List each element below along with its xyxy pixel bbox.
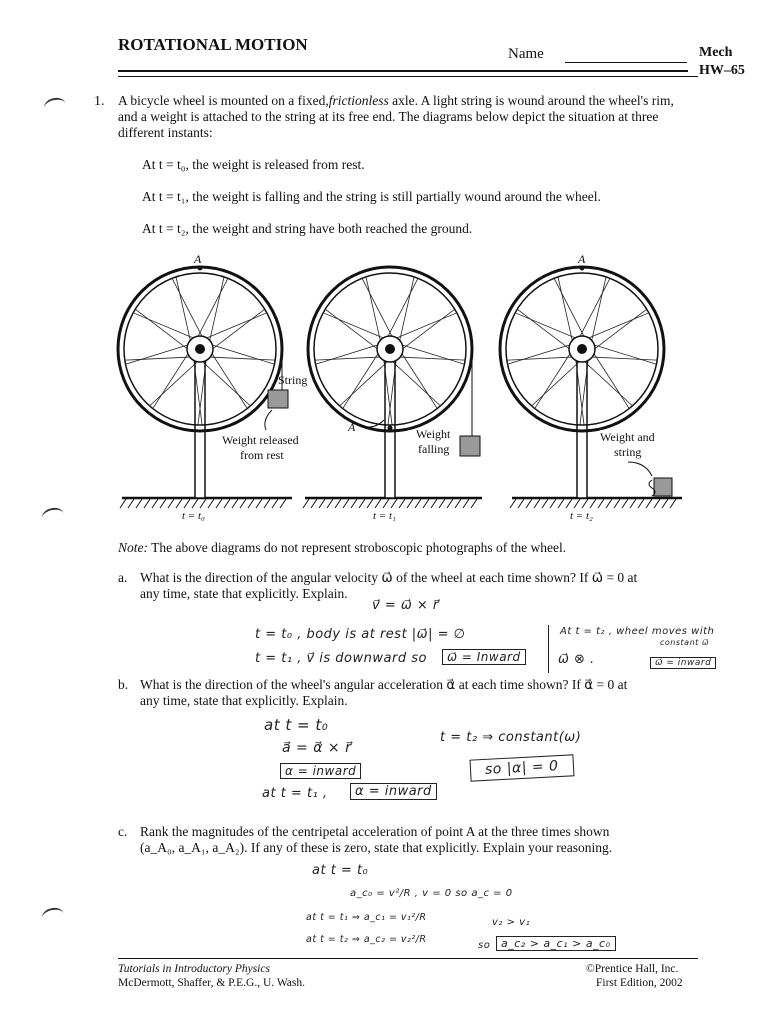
ground-hatch bbox=[630, 499, 636, 508]
footer-publisher: ©Prentice Hall, Inc. bbox=[586, 963, 679, 975]
ground-hatch bbox=[335, 499, 341, 508]
wheel-spoke bbox=[590, 309, 646, 352]
part-b-answer-box-2: α = inward bbox=[350, 783, 437, 800]
point-a-label-3: A bbox=[578, 252, 586, 266]
course-code: Mech bbox=[699, 45, 733, 60]
page-title: ROTATIONAL MOTION bbox=[118, 35, 308, 54]
part-b-answer-box-1: α = inward bbox=[280, 763, 361, 779]
wheel-spoke bbox=[202, 313, 267, 340]
wheel-spoke bbox=[515, 313, 580, 340]
ground-hatch bbox=[455, 499, 461, 508]
ground-hatch bbox=[423, 499, 429, 508]
string-label: String bbox=[278, 373, 308, 387]
ground-hatch bbox=[518, 499, 524, 508]
wheel-axle bbox=[195, 344, 205, 354]
ground-hatch bbox=[399, 499, 405, 508]
weight-block bbox=[460, 436, 480, 456]
ground-hatch bbox=[184, 499, 190, 508]
instant-2: At t = t₂, the weight and string have both reached the ground. bbox=[142, 221, 473, 236]
ground-hatch bbox=[136, 499, 142, 508]
part-b-letter: b. bbox=[118, 677, 129, 692]
part-c-answer-box: a_c₂ > a_c₁ > a_c₀ bbox=[496, 936, 616, 951]
ground-hatch bbox=[415, 499, 421, 508]
wheel-spoke bbox=[388, 358, 440, 406]
ground-label-2: string bbox=[614, 445, 642, 459]
ground-hatch bbox=[303, 499, 309, 508]
problem-number: 1. bbox=[94, 94, 105, 109]
weight-block bbox=[268, 390, 288, 408]
time-label-t2: t = t₂ bbox=[570, 510, 593, 522]
part-a-question: What is the direction of the angular velocity ω⃗ of the wheel at each time shown? If ω⃗ = 0 at bbox=[140, 570, 638, 585]
wheel-axle bbox=[385, 344, 395, 354]
wheel-spoke bbox=[340, 358, 392, 406]
ground-hatch bbox=[606, 499, 612, 508]
wheel-spoke bbox=[133, 313, 198, 340]
part-a-answer-t2-3: ω⃗ ⊗ . bbox=[558, 652, 595, 667]
part-c-letter: c. bbox=[118, 824, 128, 839]
falling-label: Weight bbox=[416, 427, 451, 441]
footer-authors: McDermott, Shaffer, & P.E.G., U. Wash. bbox=[118, 977, 305, 989]
part-a-answer-t2-box: ω⃗ = inward bbox=[650, 657, 716, 669]
wheel-spoke bbox=[580, 358, 632, 406]
time-label-t0: t = t₀ bbox=[182, 510, 205, 522]
wheel-spoke bbox=[392, 313, 457, 340]
ground-hatch bbox=[351, 499, 357, 508]
part-b-answer-1: at t = t₀ bbox=[264, 716, 329, 734]
ground-hatch bbox=[319, 499, 325, 508]
ground-hatch bbox=[598, 499, 604, 508]
falling-label-2: falling bbox=[418, 442, 450, 456]
ground-hatch bbox=[654, 499, 660, 508]
part-c-answer-3: at t = t₁ ⇒ a_c₁ = v₁²/R bbox=[306, 912, 427, 923]
problem-intro: A bicycle wheel is mounted on a fixed,frictionless axle. A light string is wound around the wheel's rim, and a weight is attached to the string at its free end. The diagrams below depict the situation at three different instants: bbox=[118, 93, 674, 140]
ground-hatch bbox=[280, 499, 286, 508]
wheel-spoke bbox=[150, 358, 202, 406]
note: Note: The above diagrams do not represent stroboscopic photographs of the wheel. bbox=[118, 540, 567, 555]
part-a-answer-t0: t = t₀ , body is at rest |ω⃗| = ∅ bbox=[255, 627, 466, 642]
ground-hatch bbox=[264, 499, 270, 508]
name-label: Name bbox=[508, 46, 544, 62]
ground-hatch bbox=[200, 499, 206, 508]
ground-hatch bbox=[590, 499, 596, 508]
released-arrow bbox=[265, 410, 272, 430]
ground-hatch bbox=[311, 499, 317, 508]
part-a-answer-t1-box: ω⃗ = Inward bbox=[442, 649, 526, 665]
part-a-answer-t2: At t = t₂ , wheel moves with bbox=[560, 626, 715, 637]
part-a-answer-t2-2: constant ω⃗ bbox=[660, 638, 710, 647]
part-a-formula: v⃗ = ω⃗ × r⃗ bbox=[372, 598, 439, 613]
ground-hatch bbox=[542, 499, 548, 508]
point-a-dot bbox=[388, 426, 393, 431]
ground-hatch bbox=[550, 499, 556, 508]
ground-hatch bbox=[614, 499, 620, 508]
point-a-label-1: A bbox=[194, 252, 202, 266]
instant-0: At t = t₀, the weight is released from rest. bbox=[142, 157, 365, 172]
ground-hatch bbox=[471, 499, 477, 508]
ground-hatch bbox=[526, 499, 532, 508]
ground-hatch bbox=[216, 499, 222, 508]
ground-hatch bbox=[662, 499, 668, 508]
ground-hatch bbox=[128, 499, 134, 508]
ground-hatch bbox=[160, 499, 166, 508]
wheel-spoke bbox=[325, 309, 381, 352]
ground-hatch bbox=[670, 499, 676, 508]
wheel-spoke bbox=[208, 309, 264, 352]
ground-hatch bbox=[383, 499, 389, 508]
ground-hatch bbox=[327, 499, 333, 508]
ground-hatch bbox=[582, 499, 588, 508]
ground-hatch bbox=[224, 499, 230, 508]
part-a-question-2: any time, state that explicitly. Explain. bbox=[140, 586, 348, 601]
ground-hatch bbox=[407, 499, 413, 508]
ground-hatch bbox=[120, 499, 126, 508]
ground-hatch bbox=[144, 499, 150, 508]
ground-hatch bbox=[510, 499, 516, 508]
part-b-answer-3: at t = t₁ , bbox=[262, 786, 328, 801]
ground-hatch bbox=[439, 499, 445, 508]
ground-hatch bbox=[431, 499, 437, 508]
footer-book: Tutorials in Introductory Physics bbox=[118, 963, 270, 975]
ground-hatch bbox=[391, 499, 397, 508]
time-label-t1: t = t₁ bbox=[373, 510, 396, 522]
ground-hatch bbox=[343, 499, 349, 508]
part-b-answer-4: t = t₂ ⇒ constant(ω) bbox=[440, 730, 582, 745]
part-b-answer-box-3: so |α| = 0 bbox=[469, 754, 574, 781]
ground-hatch bbox=[176, 499, 182, 508]
part-c-answer-5: at t = t₂ ⇒ a_c₂ = v₂²/R bbox=[306, 934, 427, 945]
wheel-spoke bbox=[323, 313, 388, 340]
ground-hatch bbox=[566, 499, 572, 508]
part-c-answer-2: a_c₀ = v²/R , v = 0 so a_c = 0 bbox=[350, 888, 513, 899]
homework-code: HW–65 bbox=[699, 63, 745, 78]
ground-arrow bbox=[628, 462, 652, 476]
ground-hatch bbox=[152, 499, 158, 508]
ground-hatch bbox=[622, 499, 628, 508]
instant-1: At t = t₁, the weight is falling and the string is still partially wound around the wheel. bbox=[142, 189, 601, 204]
weight-block bbox=[654, 478, 672, 496]
part-c-answer-1: at t = t₀ bbox=[312, 863, 369, 878]
ground-hatch bbox=[192, 499, 198, 508]
part-c-question: Rank the magnitudes of the centripetal acceleration of point A at the three times shown bbox=[140, 824, 610, 839]
ground-hatch bbox=[646, 499, 652, 508]
ground-hatch bbox=[232, 499, 238, 508]
point-a-label-2: A bbox=[348, 420, 356, 434]
ground-hatch bbox=[534, 499, 540, 508]
wheel-spoke bbox=[198, 358, 250, 406]
wheel-spoke bbox=[135, 309, 191, 352]
ground-hatch bbox=[367, 499, 373, 508]
footer-edition: First Edition, 2002 bbox=[596, 977, 683, 989]
ground-hatch bbox=[359, 499, 365, 508]
wheel-spoke bbox=[584, 313, 649, 340]
part-b-question: What is the direction of the wheel's angular acceleration α⃗ at each time shown? If α⃗ = 0 at bbox=[140, 677, 628, 692]
ground-hatch bbox=[447, 499, 453, 508]
part-c-question-2: (a_A₀, a_A₁, a_A₂). If any of these is zero, state that explicitly. Explain your reasoning. bbox=[140, 840, 613, 855]
ground-hatch bbox=[208, 499, 214, 508]
part-b-answer-2: a⃗ = α⃗ × r⃗ bbox=[282, 740, 352, 756]
part-c-answer-6: so bbox=[478, 940, 491, 951]
ground-hatch bbox=[168, 499, 174, 508]
part-a-answer-t1: t = t₁ , v⃗ is downward so bbox=[255, 651, 427, 666]
released-label: Weight released bbox=[222, 433, 299, 447]
part-c-answer-4: v₂ > v₁ bbox=[492, 917, 531, 928]
ground-hatch bbox=[256, 499, 262, 508]
ground-hatch bbox=[248, 499, 254, 508]
part-a-letter: a. bbox=[118, 570, 128, 585]
ground-hatch bbox=[272, 499, 278, 508]
ground-label: Weight and bbox=[600, 430, 655, 444]
part-b-question-2: any time, state that explicitly. Explain. bbox=[140, 693, 348, 708]
ground-hatch bbox=[574, 499, 580, 508]
ground-hatch bbox=[240, 499, 246, 508]
wheel-spoke bbox=[532, 358, 584, 406]
ground-hatch bbox=[375, 499, 381, 508]
wheel-spoke bbox=[398, 309, 454, 352]
ground-hatch bbox=[558, 499, 564, 508]
part-a-divider bbox=[548, 625, 549, 673]
wheel-spoke bbox=[517, 309, 573, 352]
released-label-2: from rest bbox=[240, 448, 284, 462]
ground-hatch bbox=[463, 499, 469, 508]
footer-rule bbox=[118, 958, 698, 959]
ground-hatch bbox=[638, 499, 644, 508]
wheel-axle bbox=[577, 344, 587, 354]
